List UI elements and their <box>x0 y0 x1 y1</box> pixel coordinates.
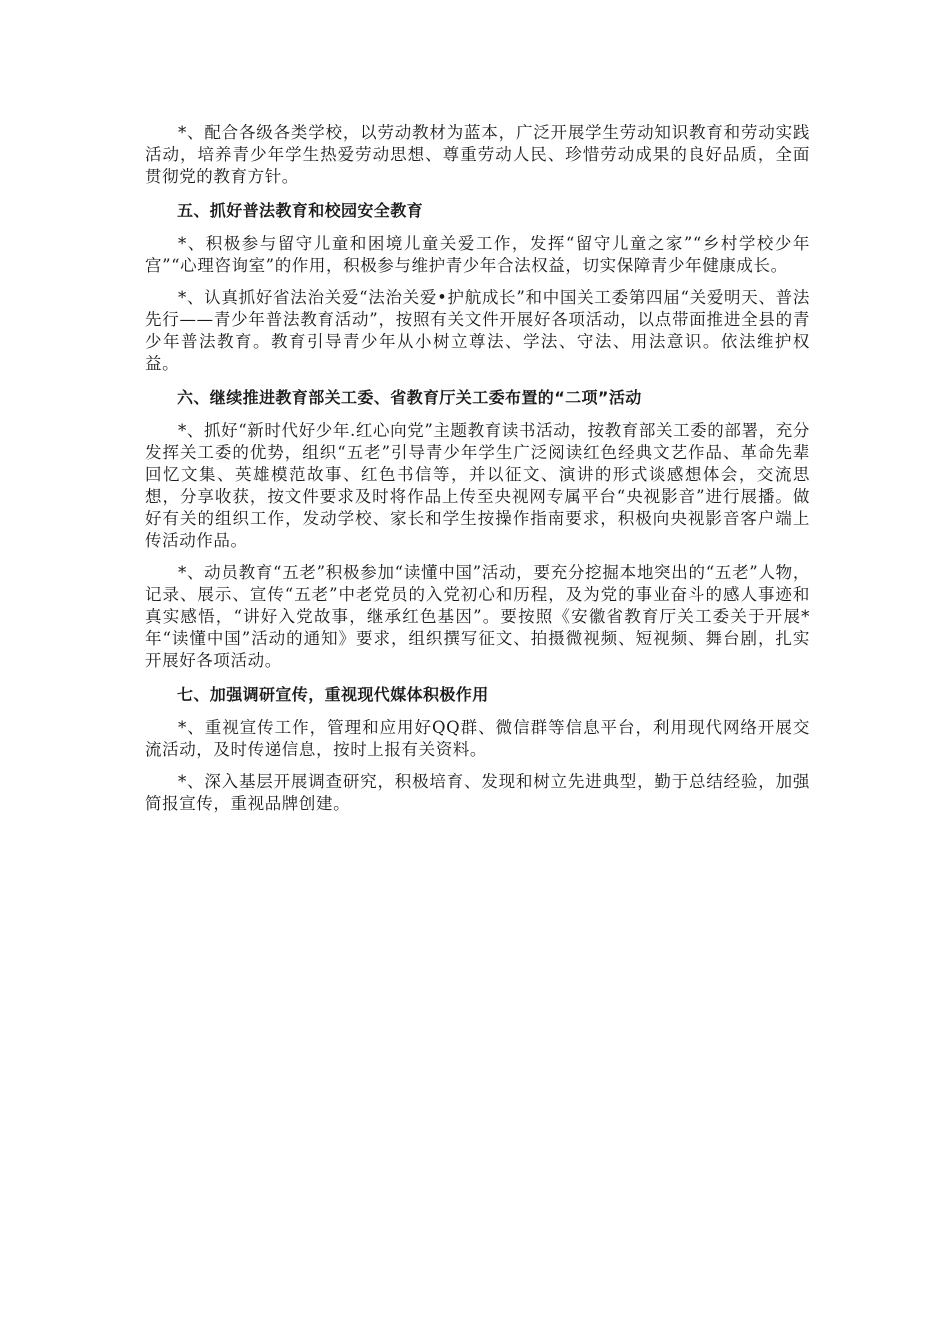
paragraph-understand-china: *、动员教育“五老”积极参加“读懂中国”活动，要充分挖掘本地突出的“五老”人物，记录、展示、宣传“五老”中老党员的入党初心和历程，及为党的事业奋斗的感人事迹和真实感悟，“讲好入党故事，继承红色基因”。要按照《安徽省教育厅关工委关于开展*年“读懂中国”活动的通知》要求，组织撰写征文、拍摄微视频、短视频、舞台剧，扎实开展好各项活动。 <box>145 563 810 670</box>
paragraph-left-behind-children: *、积极参与留守儿童和困境儿童关爱工作，发挥“留守儿童之家”“乡村学校少年宫”“心理咨询室”的作用，积极参与维护青少年合法权益，切实保障青少年健康成长。 <box>145 234 810 275</box>
section-heading-7: 七、加强调研宣传，重视现代媒体积极作用 <box>177 685 489 704</box>
section-heading-6: 六、继续推进教育部关工委、省教育厅关工委布置的“二项”活动 <box>177 388 642 407</box>
paragraph-publicity-work: *、重视宣传工作，管理和应用好QQ群、微信群等信息平台，利用现代网络开展交流活动，及时传递信息，按时上报有关资料。 <box>145 718 810 759</box>
paragraph-law-education: *、认真抓好省法治关爱“法治关爱•护航成长”和中国关工委第四届“关爱明天、普法先行——青少年普法教育活动”，按照有关文件开展好各项活动，以点带面推进全县的青少年普法教育。教育引导青少年从小树立尊法、学法、守法、用法意识。依法维护权益。 <box>145 288 810 373</box>
section-heading-5: 五、抓好普法教育和校园安全教育 <box>177 201 424 220</box>
document-body <box>145 122 810 825</box>
paragraph-labor-education: *、配合各级各类学校，以劳动教材为蓝本，广泛开展学生劳动知识教育和劳动实践活动，培养青少年学生热爱劳动思想、尊重劳动人民、珍惜劳动成果的良好品质，全面贯彻党的教育方针。 <box>145 123 810 186</box>
paragraph-reading-activity: *、抓好“新时代好少年.红心向党”主题教育读书活动，按教育部关工委的部署，充分发挥关工委的优势，组织“五老”引导青少年学生广泛阅读红色经典文艺作品、革命先辈回忆文集、英雄模范故事、红色书信等，并以征文、演讲的形式谈感想体会，交流思想，分享收获，按文件要求及时将作品上传至央视网专属平台“央视影音”进行展播。做好有关的组织工作，发动学校、家长和学生按操作指南要求，积极向央视影音客户端上传活动作品。 <box>145 421 810 550</box>
paragraph-grassroots-research: *、深入基层开展调查研究，积极培育、发现和树立先进典型，勤于总结经验，加强简报宣传，重视品牌创建。 <box>145 772 810 813</box>
